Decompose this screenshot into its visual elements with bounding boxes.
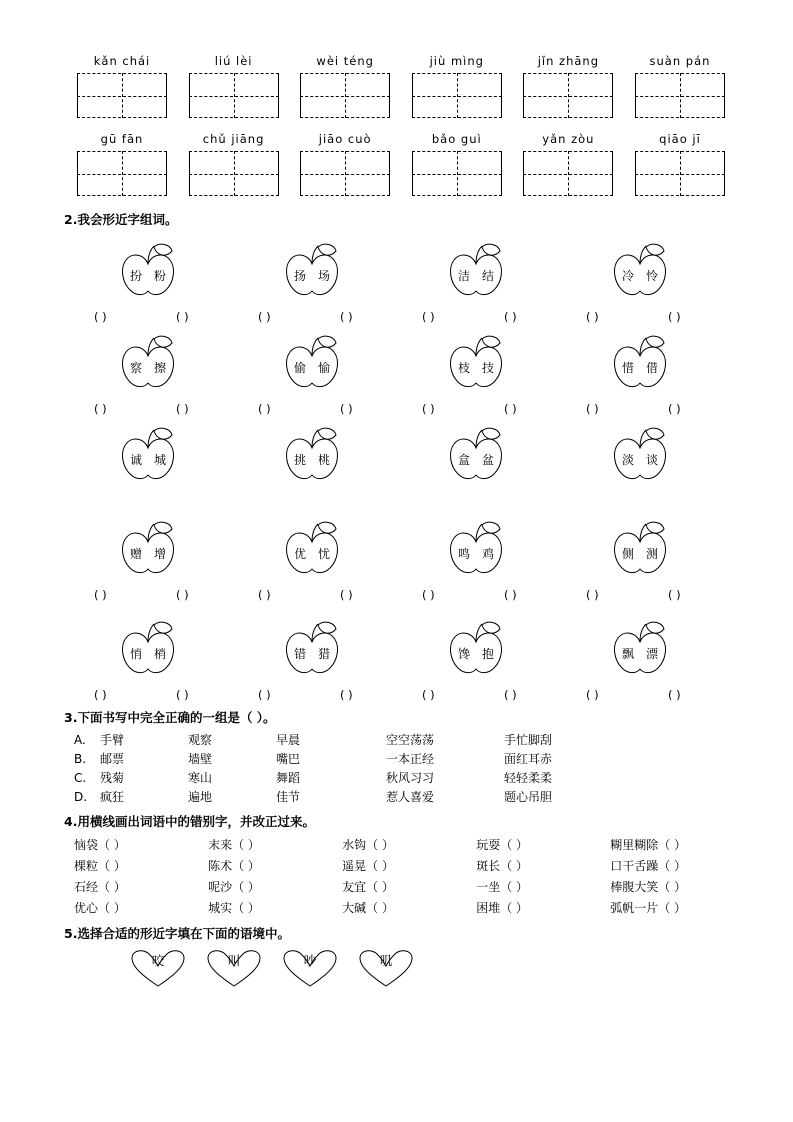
apple-char: 馋 xyxy=(457,647,471,661)
apple-char: 谈 xyxy=(645,453,659,467)
paren-pair xyxy=(94,310,258,324)
apple-char: 擦 xyxy=(153,361,167,375)
pinyin-label: bǎo guì xyxy=(431,132,482,146)
pinyin-cellgroup xyxy=(297,54,393,118)
answer-blank[interactable]: ( ) xyxy=(504,688,517,702)
apple-row xyxy=(46,616,746,686)
table-row xyxy=(74,855,746,876)
answer-blank[interactable]: ( ) xyxy=(668,588,681,602)
pinyin-cellgroup xyxy=(520,132,616,196)
apple-char: 察 xyxy=(129,361,143,375)
apple-char: 扮 xyxy=(129,269,143,283)
question-5-heading: 5.选择合适的形近字填在下面的语境中。 xyxy=(64,926,290,941)
heart-char: 咬 xyxy=(151,953,165,968)
option-word: 手臂 xyxy=(100,733,125,747)
answer-blank[interactable]: ( ) xyxy=(94,310,107,324)
option-word: 秋风习习 xyxy=(386,771,435,785)
apple-section xyxy=(46,238,746,702)
apple-char: 增 xyxy=(153,547,167,561)
paren-pair xyxy=(258,588,422,602)
answer-blank[interactable]: ( ) xyxy=(94,688,107,702)
heart-icon xyxy=(204,948,274,990)
pinyin-label: jǐn zhāng xyxy=(537,54,600,68)
heart-icon xyxy=(128,948,198,990)
tianzi-grid[interactable] xyxy=(189,151,279,196)
paren-pair xyxy=(422,588,586,602)
answer-blank[interactable]: ( ) xyxy=(422,310,435,324)
apple-char: 冷 xyxy=(621,269,635,283)
heart-char: 吵 xyxy=(303,953,317,968)
correction-item[interactable]: 呢沙（ ） xyxy=(208,880,260,894)
answer-blank[interactable]: ( ) xyxy=(586,688,599,702)
pinyin-cellgroup xyxy=(632,132,728,196)
apple-icon xyxy=(432,616,596,686)
tianzi-grid[interactable] xyxy=(300,73,390,118)
apple-pair[interactable] xyxy=(596,616,760,686)
apple-icon xyxy=(596,238,760,308)
apple-pair[interactable] xyxy=(268,422,432,492)
apple-icon xyxy=(268,330,432,400)
correction-item[interactable]: 困堆（ ） xyxy=(476,901,529,915)
apple-pair[interactable] xyxy=(104,422,268,492)
tianzi-grid[interactable] xyxy=(77,151,167,196)
apple-icon xyxy=(104,330,268,400)
apple-char: 愉 xyxy=(317,361,331,375)
apple-char: 鸣 xyxy=(457,547,471,561)
correction-item[interactable]: 末来（ ） xyxy=(208,838,260,852)
answer-blank[interactable]: ( ) xyxy=(668,310,681,324)
apple-char: 淡 xyxy=(621,453,635,467)
apple-pair[interactable] xyxy=(104,238,268,308)
apple-pair[interactable] xyxy=(104,516,268,586)
tianzi-grid[interactable] xyxy=(412,151,502,196)
option-row[interactable] xyxy=(74,768,552,787)
question-4-heading: 4.用横线画出词语中的错别字，并改正过来。 xyxy=(64,814,315,829)
apple-row xyxy=(46,516,746,586)
apple-pair[interactable] xyxy=(104,330,268,400)
apple-char: 盆 xyxy=(481,453,495,467)
answer-blank[interactable]: ( ) xyxy=(668,402,681,416)
option-row[interactable] xyxy=(74,749,552,768)
answer-blank[interactable]: ( ) xyxy=(176,588,189,602)
heart-row xyxy=(46,948,746,990)
heart-icon xyxy=(356,948,426,990)
pinyin-cellgroup xyxy=(409,132,505,196)
heart-item[interactable] xyxy=(204,948,280,990)
correction-item[interactable]: 弧帆一片（ ） xyxy=(610,901,687,915)
option-word: 邮票 xyxy=(100,752,125,766)
apple-icon xyxy=(104,238,268,308)
apple-char: 错 xyxy=(293,647,307,661)
answer-blank[interactable]: ( ) xyxy=(504,310,517,324)
correction-item[interactable]: 水钩（ ） xyxy=(342,838,394,852)
question-2-heading: 2.我会形近字组词。 xyxy=(64,212,178,227)
apple-char: 洁 xyxy=(457,269,471,283)
option-word: 轻轻柔柔 xyxy=(504,771,553,785)
apple-char: 场 xyxy=(317,269,331,283)
answer-blank[interactable]: ( ) xyxy=(176,310,189,324)
apple-pair[interactable] xyxy=(432,616,596,686)
paren-pair xyxy=(258,310,422,324)
option-word: 寒山 xyxy=(188,771,213,785)
paren-pair xyxy=(586,688,750,702)
apple-char: 赠 xyxy=(129,547,143,561)
apple-pair[interactable] xyxy=(596,422,760,492)
option-word: 面红耳赤 xyxy=(504,752,553,766)
apple-row xyxy=(46,330,746,400)
correction-item[interactable]: 石经（ ） xyxy=(74,880,126,894)
table-row xyxy=(74,876,746,897)
correction-item[interactable]: 友宜（ ） xyxy=(342,880,394,894)
answer-blank[interactable]: ( ) xyxy=(504,402,517,416)
option-word: 舞蹈 xyxy=(276,771,301,785)
answer-blank[interactable]: ( ) xyxy=(422,588,435,602)
apple-icon xyxy=(596,422,760,492)
option-word: 惹人喜爱 xyxy=(386,790,435,804)
pinyin-cellgroup xyxy=(186,54,282,118)
answer-paren-row xyxy=(46,310,746,324)
pinyin-cellgroup xyxy=(520,54,616,118)
correction-item[interactable]: 斑长（ ） xyxy=(476,859,529,873)
correction-item[interactable]: 遥晃（ ） xyxy=(342,859,394,873)
pinyin-cellgroup xyxy=(632,54,728,118)
tianzi-grid[interactable] xyxy=(523,151,613,196)
paren-pair xyxy=(422,310,586,324)
correction-item[interactable]: 糊里糊除（ ） xyxy=(610,838,687,852)
correction-item[interactable]: 恼袋（ ） xyxy=(74,838,126,852)
apple-pair[interactable] xyxy=(268,616,432,686)
pinyin-cellgroup xyxy=(186,132,282,196)
answer-blank[interactable]: ( ) xyxy=(340,688,353,702)
apple-char: 城 xyxy=(153,453,167,467)
option-letter: A. xyxy=(74,732,86,747)
option-word: 手忙脚刮 xyxy=(504,733,553,747)
paren-pair xyxy=(258,688,422,702)
question-4-grid xyxy=(74,834,746,918)
apple-icon xyxy=(432,330,596,400)
question-3-options xyxy=(74,730,552,806)
option-letter: C. xyxy=(74,770,87,785)
tianzi-grid[interactable] xyxy=(635,151,725,196)
apple-char: 盒 xyxy=(457,453,471,467)
table-row xyxy=(74,834,746,855)
apple-pair[interactable] xyxy=(596,516,760,586)
answer-blank[interactable]: ( ) xyxy=(504,588,517,602)
question-3-heading: 3.下面书写中完全正确的一组是（ ）。 xyxy=(64,710,276,725)
apple-char: 漂 xyxy=(645,647,659,661)
apple-char: 挑 xyxy=(293,453,307,467)
apple-char: 飘 xyxy=(621,647,635,661)
apple-icon xyxy=(432,422,596,492)
pinyin-cellgroup xyxy=(74,54,170,118)
apple-icon xyxy=(268,422,432,492)
answer-blank[interactable]: ( ) xyxy=(176,402,189,416)
apple-icon xyxy=(596,516,760,586)
apple-char: 结 xyxy=(481,269,495,283)
answer-blank[interactable]: ( ) xyxy=(258,402,271,416)
option-row[interactable] xyxy=(74,787,552,806)
option-word: 墙壁 xyxy=(188,752,213,766)
answer-blank[interactable]: ( ) xyxy=(94,588,107,602)
pinyin-label: kǎn chái xyxy=(93,54,151,68)
option-word: 残菊 xyxy=(100,771,125,785)
apple-char: 鸡 xyxy=(481,547,495,561)
apple-char: 借 xyxy=(645,361,659,375)
apple-pair[interactable] xyxy=(432,330,596,400)
tianzi-grid[interactable] xyxy=(300,151,390,196)
answer-blank[interactable]: ( ) xyxy=(586,402,599,416)
table-row xyxy=(74,897,746,918)
apple-icon xyxy=(104,422,268,492)
option-word: 空空荡荡 xyxy=(386,733,435,747)
correction-item[interactable]: 一坐（ ） xyxy=(476,880,529,894)
paren-pair xyxy=(586,402,750,416)
answer-blank[interactable]: ( ) xyxy=(258,310,271,324)
apple-char: 侧 xyxy=(621,547,635,561)
option-letter: B. xyxy=(74,751,87,766)
answer-blank[interactable]: ( ) xyxy=(340,310,353,324)
apple-pair[interactable] xyxy=(268,516,432,586)
pinyin-cellgroup xyxy=(297,132,393,196)
tianzi-grid[interactable] xyxy=(523,73,613,118)
paren-pair xyxy=(422,688,586,702)
answer-blank[interactable]: ( ) xyxy=(586,310,599,324)
apple-icon xyxy=(432,238,596,308)
apple-icon xyxy=(104,616,268,686)
tianzi-grid[interactable] xyxy=(412,73,502,118)
pinyin-label: jiāo cuò xyxy=(318,132,372,146)
option-word: 嘴巴 xyxy=(276,752,301,766)
answer-paren-row xyxy=(46,588,746,602)
option-letter: D. xyxy=(74,789,88,804)
apple-pair[interactable] xyxy=(432,422,596,492)
answer-blank[interactable]: ( ) xyxy=(94,402,107,416)
apple-char: 惜 xyxy=(621,361,635,375)
pinyin-label: jiù mìng xyxy=(429,54,484,68)
apple-char: 偷 xyxy=(293,361,307,375)
paren-pair xyxy=(258,402,422,416)
apple-pair[interactable] xyxy=(432,238,596,308)
paren-pair xyxy=(586,588,750,602)
answer-blank[interactable]: ( ) xyxy=(340,402,353,416)
apple-pair[interactable] xyxy=(268,330,432,400)
pinyin-row xyxy=(46,132,746,196)
paren-pair xyxy=(586,310,750,324)
heart-item[interactable] xyxy=(280,948,356,990)
paren-pair xyxy=(422,402,586,416)
pinyin-label: suàn pán xyxy=(649,54,711,68)
apple-char: 优 xyxy=(293,547,307,561)
apple-icon xyxy=(596,616,760,686)
answer-blank[interactable]: ( ) xyxy=(422,402,435,416)
pinyin-row xyxy=(46,54,746,118)
apple-char: 忧 xyxy=(317,547,331,561)
option-word: 早晨 xyxy=(276,733,301,747)
answer-blank[interactable]: ( ) xyxy=(176,688,189,702)
answer-paren-row xyxy=(46,402,746,416)
heart-char: 叽 xyxy=(379,953,393,968)
heart-item[interactable] xyxy=(128,948,204,990)
correction-item[interactable]: 优心（ ） xyxy=(74,901,126,915)
paren-pair xyxy=(94,402,258,416)
tianzi-grid[interactable] xyxy=(635,73,725,118)
apple-char: 桃 xyxy=(317,453,331,467)
apple-char: 抱 xyxy=(481,647,495,661)
apple-char: 扬 xyxy=(293,269,307,283)
option-word: 遍地 xyxy=(188,790,213,804)
correction-item[interactable]: 棵粒（ ） xyxy=(74,859,126,873)
paren-pair xyxy=(94,688,258,702)
apple-pair[interactable] xyxy=(596,330,760,400)
apple-char: 测 xyxy=(645,547,659,561)
correction-item[interactable]: 口干舌躁（ ） xyxy=(610,859,687,873)
answer-blank[interactable]: ( ) xyxy=(258,688,271,702)
apple-icon xyxy=(596,330,760,400)
apple-icon xyxy=(268,516,432,586)
apple-icon xyxy=(268,238,432,308)
correction-item[interactable]: 棒腹大笑（ ） xyxy=(610,880,687,894)
correction-item[interactable]: 大碱（ ） xyxy=(342,901,394,915)
option-word: 一本正经 xyxy=(386,752,435,766)
apple-pair[interactable] xyxy=(268,238,432,308)
apple-pair[interactable] xyxy=(432,516,596,586)
apple-char: 诚 xyxy=(129,453,143,467)
heart-item[interactable] xyxy=(356,948,432,990)
apple-char: 粉 xyxy=(153,269,167,283)
answer-blank[interactable]: ( ) xyxy=(668,688,681,702)
option-word: 观察 xyxy=(188,733,213,747)
option-word: 疯狂 xyxy=(100,790,125,804)
apple-char: 梢 xyxy=(153,647,167,661)
apple-row xyxy=(46,422,746,492)
heart-char: 叫 xyxy=(227,953,241,968)
option-word: 佳节 xyxy=(276,790,301,804)
apple-char: 悄 xyxy=(129,647,143,661)
pinyin-label: chǔ jiāng xyxy=(202,132,265,146)
apple-icon xyxy=(432,516,596,586)
apple-char: 技 xyxy=(481,361,495,375)
apple-pair[interactable] xyxy=(596,238,760,308)
answer-blank[interactable]: ( ) xyxy=(340,588,353,602)
pinyin-label: qiāo jī xyxy=(659,132,701,146)
answer-blank[interactable]: ( ) xyxy=(258,588,271,602)
apple-pair[interactable] xyxy=(104,616,268,686)
pinyin-section xyxy=(46,36,746,196)
apple-icon xyxy=(104,516,268,586)
answer-blank[interactable]: ( ) xyxy=(422,688,435,702)
pinyin-label: liú lèi xyxy=(214,54,253,68)
answer-paren-row xyxy=(46,688,746,702)
correction-item[interactable]: 陈术（ ） xyxy=(208,859,260,873)
tianzi-grid[interactable] xyxy=(189,73,279,118)
apple-char: 枝 xyxy=(457,361,471,375)
option-word: 题心吊胆 xyxy=(504,790,553,804)
tianzi-grid[interactable] xyxy=(77,73,167,118)
answer-blank[interactable]: ( ) xyxy=(586,588,599,602)
pinyin-cellgroup xyxy=(409,54,505,118)
pinyin-label: yǎn zòu xyxy=(542,132,595,146)
correction-item[interactable]: 城实（ ） xyxy=(208,901,260,915)
paren-pair xyxy=(94,588,258,602)
worksheet-body xyxy=(46,36,746,1086)
apple-char: 猎 xyxy=(317,647,331,661)
option-row[interactable] xyxy=(74,730,552,749)
apple-char: 怜 xyxy=(645,269,659,283)
apple-row xyxy=(46,238,746,308)
pinyin-cellgroup xyxy=(74,132,170,196)
pinyin-label: wèi téng xyxy=(316,54,374,68)
apple-icon xyxy=(268,616,432,686)
heart-icon xyxy=(280,948,350,990)
correction-item[interactable]: 玩耍（ ） xyxy=(476,838,529,852)
pinyin-label: gū fān xyxy=(100,132,144,146)
